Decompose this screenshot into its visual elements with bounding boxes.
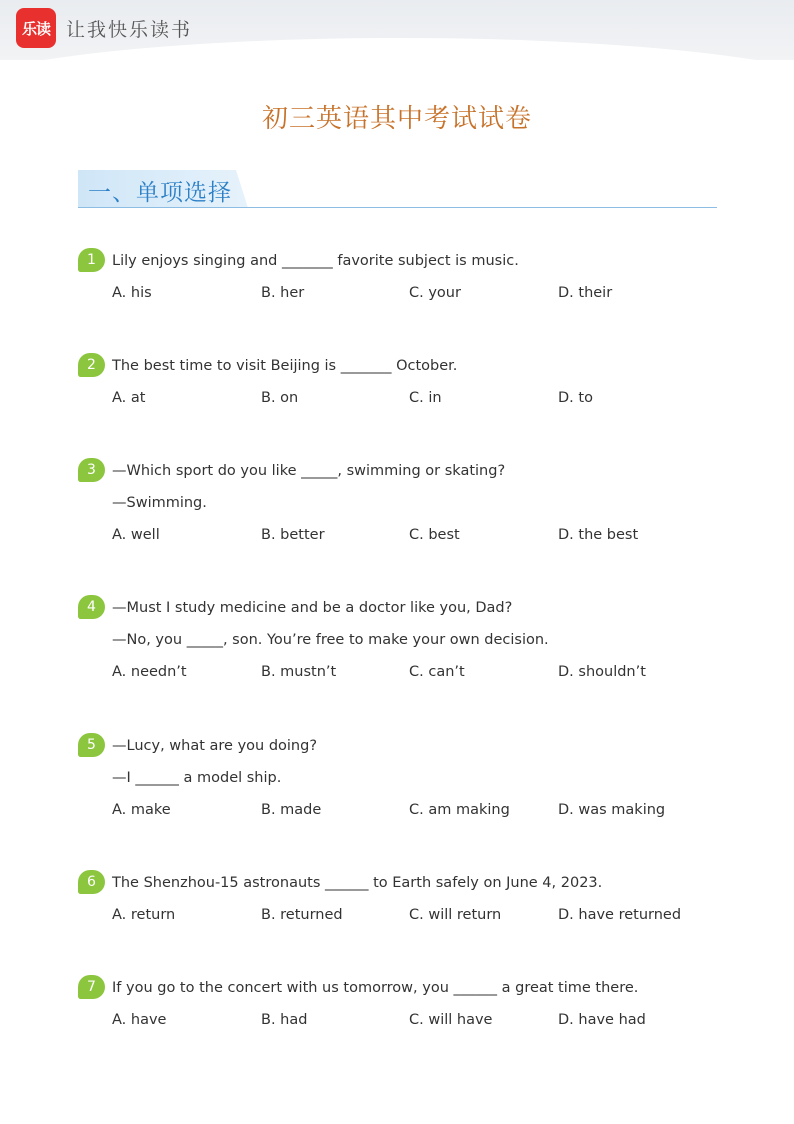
option-a[interactable]: A. make [112,802,171,818]
option-a[interactable]: A. have [112,1012,167,1028]
option-b[interactable]: B. on [261,390,299,406]
question-number-badge: 1 [78,248,105,272]
question-text: The best time to visit Beijing is _______ October. [112,358,458,374]
option-b[interactable]: B. made [261,802,322,818]
option-d[interactable]: D. shouldn’t [558,664,646,680]
question-number-badge: 7 [78,975,105,999]
option-a[interactable]: A. his [112,285,152,301]
question-number-badge: 6 [78,870,105,894]
question-text: —Must I study medicine and be a doctor like you, Dad? [112,600,513,616]
option-c[interactable]: C. am making [409,802,510,818]
option-d[interactable]: D. their [558,285,613,301]
option-b[interactable]: B. better [261,527,325,543]
option-c[interactable]: C. your [409,285,461,301]
page-title: 初三英语其中考试试卷 [261,104,532,134]
option-c[interactable]: C. can’t [409,664,465,680]
question-number-badge: 5 [78,733,105,757]
option-a[interactable]: A. well [112,527,160,543]
option-c[interactable]: C. will return [409,907,502,923]
option-d[interactable]: D. to [558,390,593,406]
question-text: —Swimming. [112,495,207,511]
option-c[interactable]: C. in [409,390,442,406]
section-header [78,170,717,210]
brand-slogan: 让我快乐读书 [66,19,193,41]
option-b[interactable]: B. her [261,285,305,301]
section-label: 一、单项选择 [88,180,232,206]
question-text: If you go to the concert with us tomorrow, you ______ a great time there. [112,980,639,996]
question-text: Lily enjoys singing and _______ favorite subject is music. [112,253,519,269]
question-text: —Lucy, what are you doing? [112,738,318,754]
page-header [0,0,794,60]
question-number-badge: 2 [78,353,105,377]
option-d[interactable]: D. the best [558,527,639,543]
option-d[interactable]: D. have had [558,1012,646,1028]
question-text: The Shenzhou-15 astronauts ______ to Earth safely on June 4, 2023. [112,875,603,891]
brand-logo[interactable]: 乐读 [16,8,56,48]
option-a[interactable]: A. return [112,907,176,923]
section-divider [78,207,717,208]
question-number-badge: 3 [78,458,105,482]
option-b[interactable]: B. returned [261,907,343,923]
option-b[interactable]: B. had [261,1012,308,1028]
option-a[interactable]: A. at [112,390,146,406]
option-d[interactable]: D. was making [558,802,666,818]
option-b[interactable]: B. mustn’t [261,664,337,680]
question-text: —Which sport do you like _____, swimming or skating? [112,463,506,479]
option-c[interactable]: C. will have [409,1012,493,1028]
option-d[interactable]: D. have returned [558,907,682,923]
option-c[interactable]: C. best [409,527,460,543]
question-text: —I ______ a model ship. [112,770,282,786]
option-a[interactable]: A. needn’t [112,664,187,680]
question-number-badge: 4 [78,595,105,619]
question-text: —No, you _____, son. You’re free to make your own decision. [112,632,549,648]
